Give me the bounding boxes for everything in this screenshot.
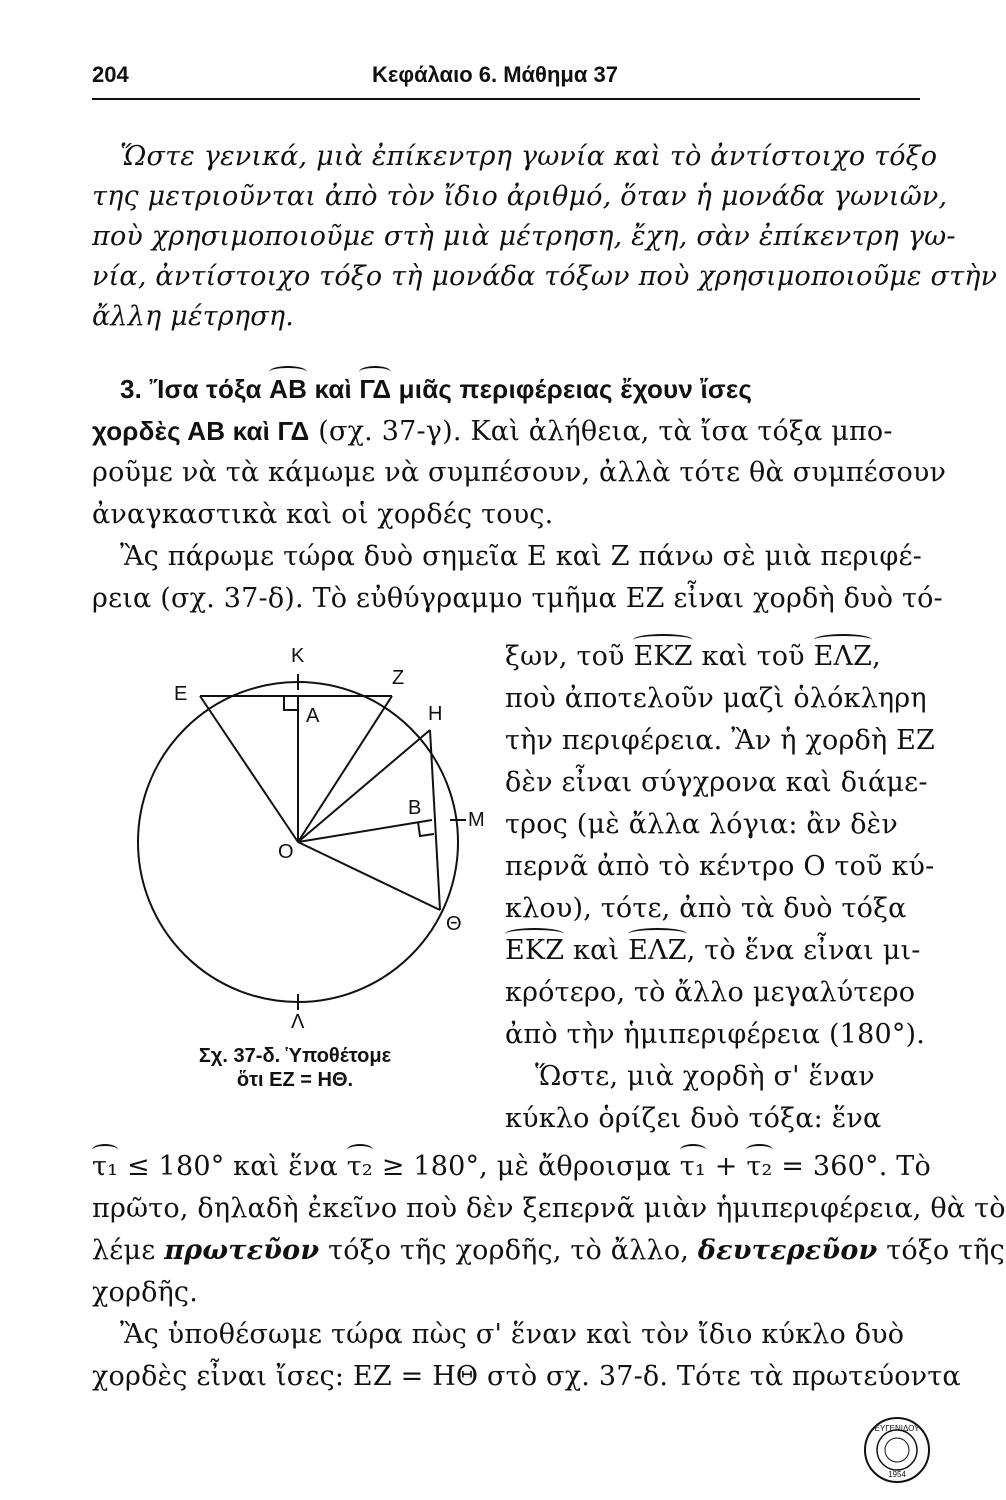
text-line: Ὥστε, μιὰ χορδὴ σ' ἕναν bbox=[535, 1061, 875, 1092]
text-line: Ὥστε γενικά, μιὰ ἐπίκεντρη γωνία καὶ τὸ ἀντίστοιχο τόξο bbox=[120, 141, 938, 172]
text-part: ≤ 180° καὶ ἕνα bbox=[118, 1151, 347, 1182]
text-line: τὴν περιφέρεια. Ἂν ἡ χορδὴ ΕΖ bbox=[505, 725, 936, 756]
arc-t1: τ₁ bbox=[679, 1151, 706, 1182]
text-part: , bbox=[872, 641, 881, 672]
text-line: ἀπὸ τὴν ἡμιπεριφέρεια (180°). bbox=[505, 1019, 926, 1050]
caption-line: ὅτι ΕΖ = ΗΘ. bbox=[236, 1069, 354, 1091]
label-z: Ζ bbox=[392, 667, 405, 689]
heading-part: χορδὲς ΑΒ καὶ ΓΔ bbox=[92, 416, 310, 446]
figure-caption bbox=[140, 1044, 450, 1092]
label-k: Κ bbox=[291, 645, 305, 667]
caption-line: Σχ. 37-δ. Ὑποθέτομε bbox=[198, 1045, 392, 1067]
text-line: Ἂς ὑποθέσωμε τώρα πὼς σ' ἕναν καὶ τὸν ἴδιο κύκλο δυὸ bbox=[120, 1319, 905, 1350]
text-line bbox=[92, 1234, 1005, 1268]
page-number: 204 bbox=[92, 62, 129, 87]
text-part: τόξο τῆς χορδῆς, τὸ ἄλλο, bbox=[319, 1235, 698, 1266]
label-m: Μ bbox=[468, 809, 485, 831]
svg-text:1954: 1954 bbox=[888, 1470, 906, 1479]
heading-part: μιᾶς περιφέρειας ἔχουν ἴσες bbox=[391, 374, 753, 404]
heading-part: 3. Ἴσα τόξα bbox=[120, 374, 270, 404]
text-line bbox=[92, 1150, 931, 1184]
text-part: καὶ τοῦ bbox=[692, 641, 814, 672]
text-part: τόξο τῆς bbox=[877, 1235, 1005, 1266]
text-line: πρῶτο, δηλαδὴ ἐκεῖνο ποὺ δὲν ξεπερνᾶ μιὰν ἡμιπεριφέρεια, θὰ τὸ bbox=[92, 1193, 1006, 1224]
text-line: δὲν εἶναι σύγχρονα καὶ διάμε- bbox=[505, 767, 928, 798]
text-part: καὶ bbox=[564, 935, 629, 966]
text-part: = 360°. Τὸ bbox=[772, 1151, 931, 1182]
text-line: ἄλλη μέτρηση. bbox=[92, 301, 295, 332]
header-rule bbox=[92, 98, 920, 100]
arc-t2: τ₂ bbox=[346, 1151, 373, 1182]
text-line: ροῦμε νὰ τὰ κάμωμε νὰ συμπέσουν, ἀλλὰ τότε θὰ συμπέσουν bbox=[92, 457, 947, 488]
radius-oth bbox=[298, 842, 440, 910]
apothem-ob bbox=[298, 820, 432, 842]
arc-gd: ΓΔ bbox=[359, 374, 392, 404]
text-line: χορδῆς. bbox=[92, 1277, 199, 1308]
text-part: (σχ. 37-γ). Καὶ ἀλήθεια, τὰ ἴσα τόξα μπο- bbox=[309, 416, 893, 447]
svg-text:ΕΥΓΕΝΙΔΟΥ: ΕΥΓΕΝΙΔΟΥ bbox=[874, 1424, 920, 1433]
text-line: της μετριοῦνται ἀπὸ τὸν ἴδιο ἀριθμό, ὅταν ἡ μονάδα γωνιῶν, bbox=[92, 181, 948, 212]
arc-elz: ΕΛΖ bbox=[628, 935, 687, 966]
text-line: ποὺ ἀποτελοῦν μαζὶ ὁλόκληρη bbox=[505, 683, 927, 714]
radius-oh bbox=[298, 730, 430, 842]
text-part: ≥ 180°, μὲ ἄθροισμα bbox=[372, 1151, 680, 1182]
text-line: κύκλο ὁρίζει δυὸ τόξα: ἕνα bbox=[505, 1103, 882, 1134]
arc-t2: τ₂ bbox=[746, 1151, 773, 1182]
chapter-title: Κεφάλαιο 6. Μάθημα 37 bbox=[372, 62, 618, 87]
label-a: Α bbox=[306, 705, 320, 727]
text-part: + bbox=[705, 1151, 747, 1182]
label-l: Λ bbox=[291, 1011, 305, 1033]
text-line: κλου), τότε, ἀπὸ τὰ δυὸ τόξα bbox=[505, 893, 907, 924]
text-part: , τὸ ἕνα εἶναι μι- bbox=[686, 935, 921, 966]
radius-oe bbox=[200, 696, 298, 842]
running-head bbox=[92, 62, 922, 92]
arc-elz: ΕΛΖ bbox=[813, 641, 873, 672]
label-b: Β bbox=[408, 797, 422, 819]
heading-part: καὶ bbox=[307, 374, 360, 404]
text-line: Ἂς πάρωμε τώρα δυὸ σημεῖα Ε καὶ Ζ πάνω σὲ μιὰ περιφέ- bbox=[120, 541, 922, 572]
text-part: λέμε bbox=[92, 1235, 165, 1266]
arc-ekz: ΕΚΖ bbox=[505, 935, 565, 966]
text-line: χορδὲς εἶναι ἴσες: ΕΖ = ΗΘ στὸ σχ. 37-δ. Τότε τὰ πρωτεύοντα bbox=[92, 1361, 961, 1392]
text-line: περνᾶ ἀπὸ τὸ κέντρο Ο τοῦ κύ- bbox=[505, 851, 935, 882]
text-line: ἀναγκαστικὰ καὶ οἱ χορδές τους. bbox=[92, 499, 554, 530]
section-heading bbox=[120, 372, 752, 406]
term-primary: πρωτεῦον bbox=[164, 1235, 320, 1266]
right-angle-b bbox=[418, 822, 434, 836]
arc-t1: τ₁ bbox=[92, 1151, 119, 1182]
label-o: Ο bbox=[278, 841, 294, 863]
arc-ekz: ΕΚΖ bbox=[633, 641, 693, 672]
circle-figure bbox=[140, 640, 485, 1033]
text-line bbox=[505, 640, 881, 674]
library-seal-icon bbox=[862, 1415, 932, 1485]
text-line bbox=[92, 414, 893, 449]
text-line: τρος (μὲ ἄλλα λόγια: ἂν δὲν bbox=[505, 809, 898, 840]
text-part: ξων, τοῦ bbox=[505, 641, 634, 672]
label-e: Ε bbox=[174, 683, 188, 705]
text-line: νία, ἀντίστοιχο τόξο τὴ μονάδα τόξων ποὺ χρησιμοποιοῦμε στὴν bbox=[92, 261, 998, 292]
text-line: ρεια (σχ. 37-δ). Τὸ εὐθύγραμμο τμῆμα ΕΖ εἶναι χορδὴ δυὸ τό- bbox=[92, 583, 943, 614]
label-th: Θ bbox=[446, 913, 462, 935]
text-line bbox=[505, 934, 921, 968]
term-secondary: δευτερεῦον bbox=[697, 1235, 878, 1266]
label-h: Η bbox=[428, 703, 443, 725]
right-angle-a bbox=[284, 696, 298, 710]
text-line: ποὺ χρησιμοποιοῦμε στὴ μιὰ μέτρηση, ἔχη, σὰν ἐπίκεντρη γω- bbox=[92, 221, 956, 252]
text-line: κρότερο, τὸ ἄλλο μεγαλύτερο bbox=[505, 977, 916, 1008]
arc-ab: ΑΒ bbox=[269, 374, 308, 404]
